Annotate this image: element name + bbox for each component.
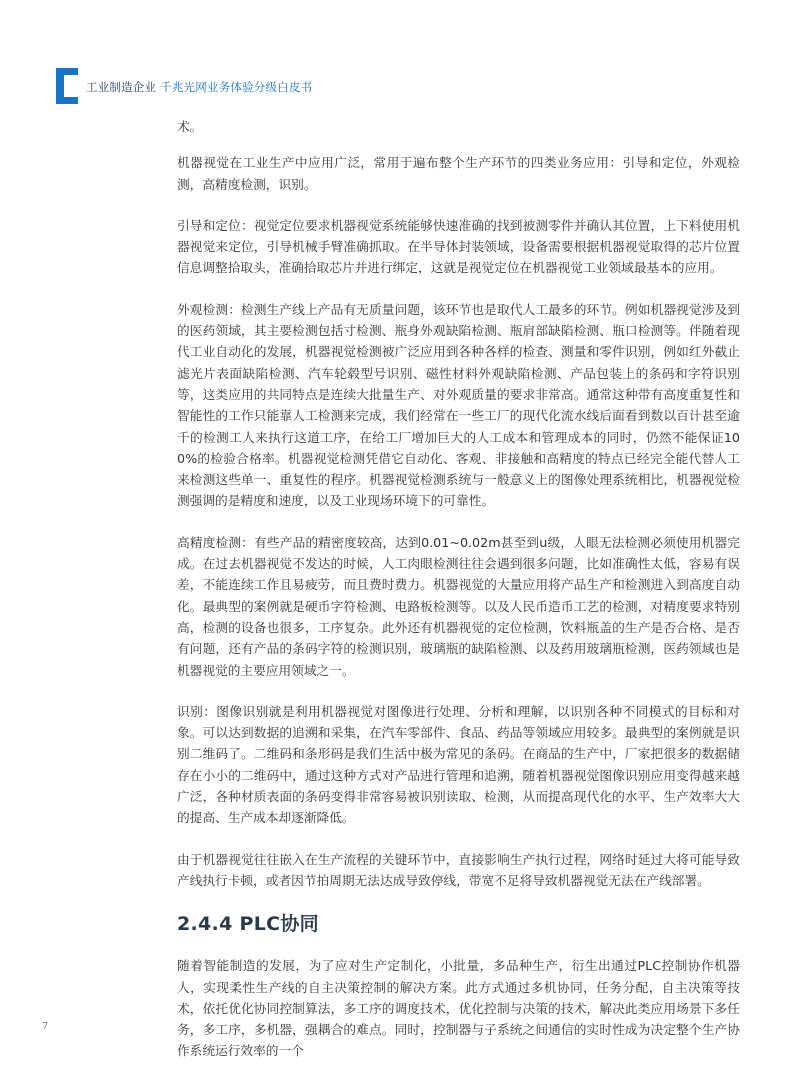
page-number: 7 [42,1021,49,1032]
header-doc-title: 千兆光网业务体验分级白皮书 [160,80,313,94]
paragraph: 外观检测：检测生产线上产品有无质量问题，该环节也是取代人工最多的环节。例如机器视觉涉及到的医药领域，其主要检测包括寸检测、瓶身外观缺陷检测、瓶肩部缺陷检测、瓶口检测等。伴随着现代工业自动化的发展，机器视觉检测被广泛应用到各种各样的检查、测量和零件识别，例如红外截止滤光片表面缺陷检测、汽车轮毂型号识别、磁性材料外观缺陷检测、产品包装上的条码和字符识别等，这类应用的共同特点是连续大批量生产、对外观质量的要求非常高。通常这种带有高度重复性和智能性的工作只能靠人工检测来完成，我们经常在一些工厂的现代化流水线后面看到数以百计甚至逾千的检测工人来执行这道工序，在给工厂增加巨大的人工成本和管理成本的同时，仍然不能保证100%的检验合格率。机器视觉检测凭借它自动化、客观、非接触和高精度的特点已经完全能代替人工来检测这些单一、重复性的程序。机器视觉检测系统与一般意义上的图像处理系统相比，机器视觉检测强调的是精度和速度，以及工业现场环境下的可靠性。 [177,301,740,509]
paragraph: 识别：图像识别就是利用机器视觉对图像进行处理、分析和理解，以识别各种不同模式的目标和对象。可以达到数据的追溯和采集，在汽车零部件、食品、药品等领域应用较多。最典型的案例就是识别二维码了。二维码和条形码是我们生活中极为常见的条码。在商品的生产中，厂家把很多的数据储存在小小的二维码中，通过这种方式对产品进行管理和追溯，随着机器视觉图像识别应用变得越来越广泛，各种材质表面的条码变得非常容易被识别读取、检测，从而提高现代化的水平、生产效率大大的提高、生产成本却逐渐降低。 [177,703,740,826]
paragraph: 由于机器视觉往往嵌入在生产流程的关键环节中，直接影响生产执行过程，网络时延过大将可能导致产线执行卡顿，或者因节拍周期无法达成导致停线，带宽不足将导致机器视觉无法在产线部署。 [177,851,740,888]
header-title [86,79,312,95]
paragraph: 高精度检测：有些产品的精密度较高，达到0.01~0.02m甚至到u级，人眼无法检测必须使用机器完成。在过去机器视觉不发达的时候，人工肉眼检测往往会遇到很多问题，比如准确性太低，容易有误差，不能连续工作且易疲劳，而且费时费力。机器视觉的大量应用将产品生产和检测进入到高度自动化。最典型的案例就是硬币字符检测、电路板检测等。以及人民币造币工艺的检测，对精度要求特别高，检测的设备也很多，工序复杂。此外还有机器视觉的定位检测，饮料瓶盖的生产是否合格、是否有问题，还有产品的条码字符的检测识别，玻璃瓶的缺陷检测、以及药用玻璃瓶检测，医药领域也是机器视觉的主要应用领域之一。 [177,534,740,678]
paragraph: 引导和定位：视觉定位要求机器视觉系统能够快速准确的找到被测零件并确认其位置，上下料使用机器视觉来定位，引导机械手臂准确抓取。在半导体封装领域，设备需要根据机器视觉取得的芯片位置信息调整拾取头，准确拾取芯片并进行绑定，这就是视觉定位在机器视觉工业领域最基本的应用。 [177,217,740,276]
header-brand: 工业制造企业 [86,80,157,94]
document-body [177,116,740,1062]
paragraph: 随着智能制造的发展，为了应对生产定制化，小批量，多品种生产，衍生出通过PLC控制协作机器人，实现柔性生产线的自主决策控制的解决方案。此方式通过多机协同，任务分配，自主决策等技术，依托优化协同控制算法，多工序的调度技术，优化控制与决策的技术，解决此类应用场景下多任务，多工序，多机器，强耦合的难点。同时，控制器与子系统之间通信的实时性成为决定整个生产协作系统运行效率的一个 [177,958,740,1059]
logo-icon [56,68,78,104]
section-heading: 2.4.4 PLC协同 [177,913,319,936]
paragraph: 术。 [177,119,203,134]
paragraph: 机器视觉在工业生产中应用广泛，常用于遍布整个生产环节的四类业务应用：引导和定位，外观检测，高精度检测，识别。 [177,155,740,192]
